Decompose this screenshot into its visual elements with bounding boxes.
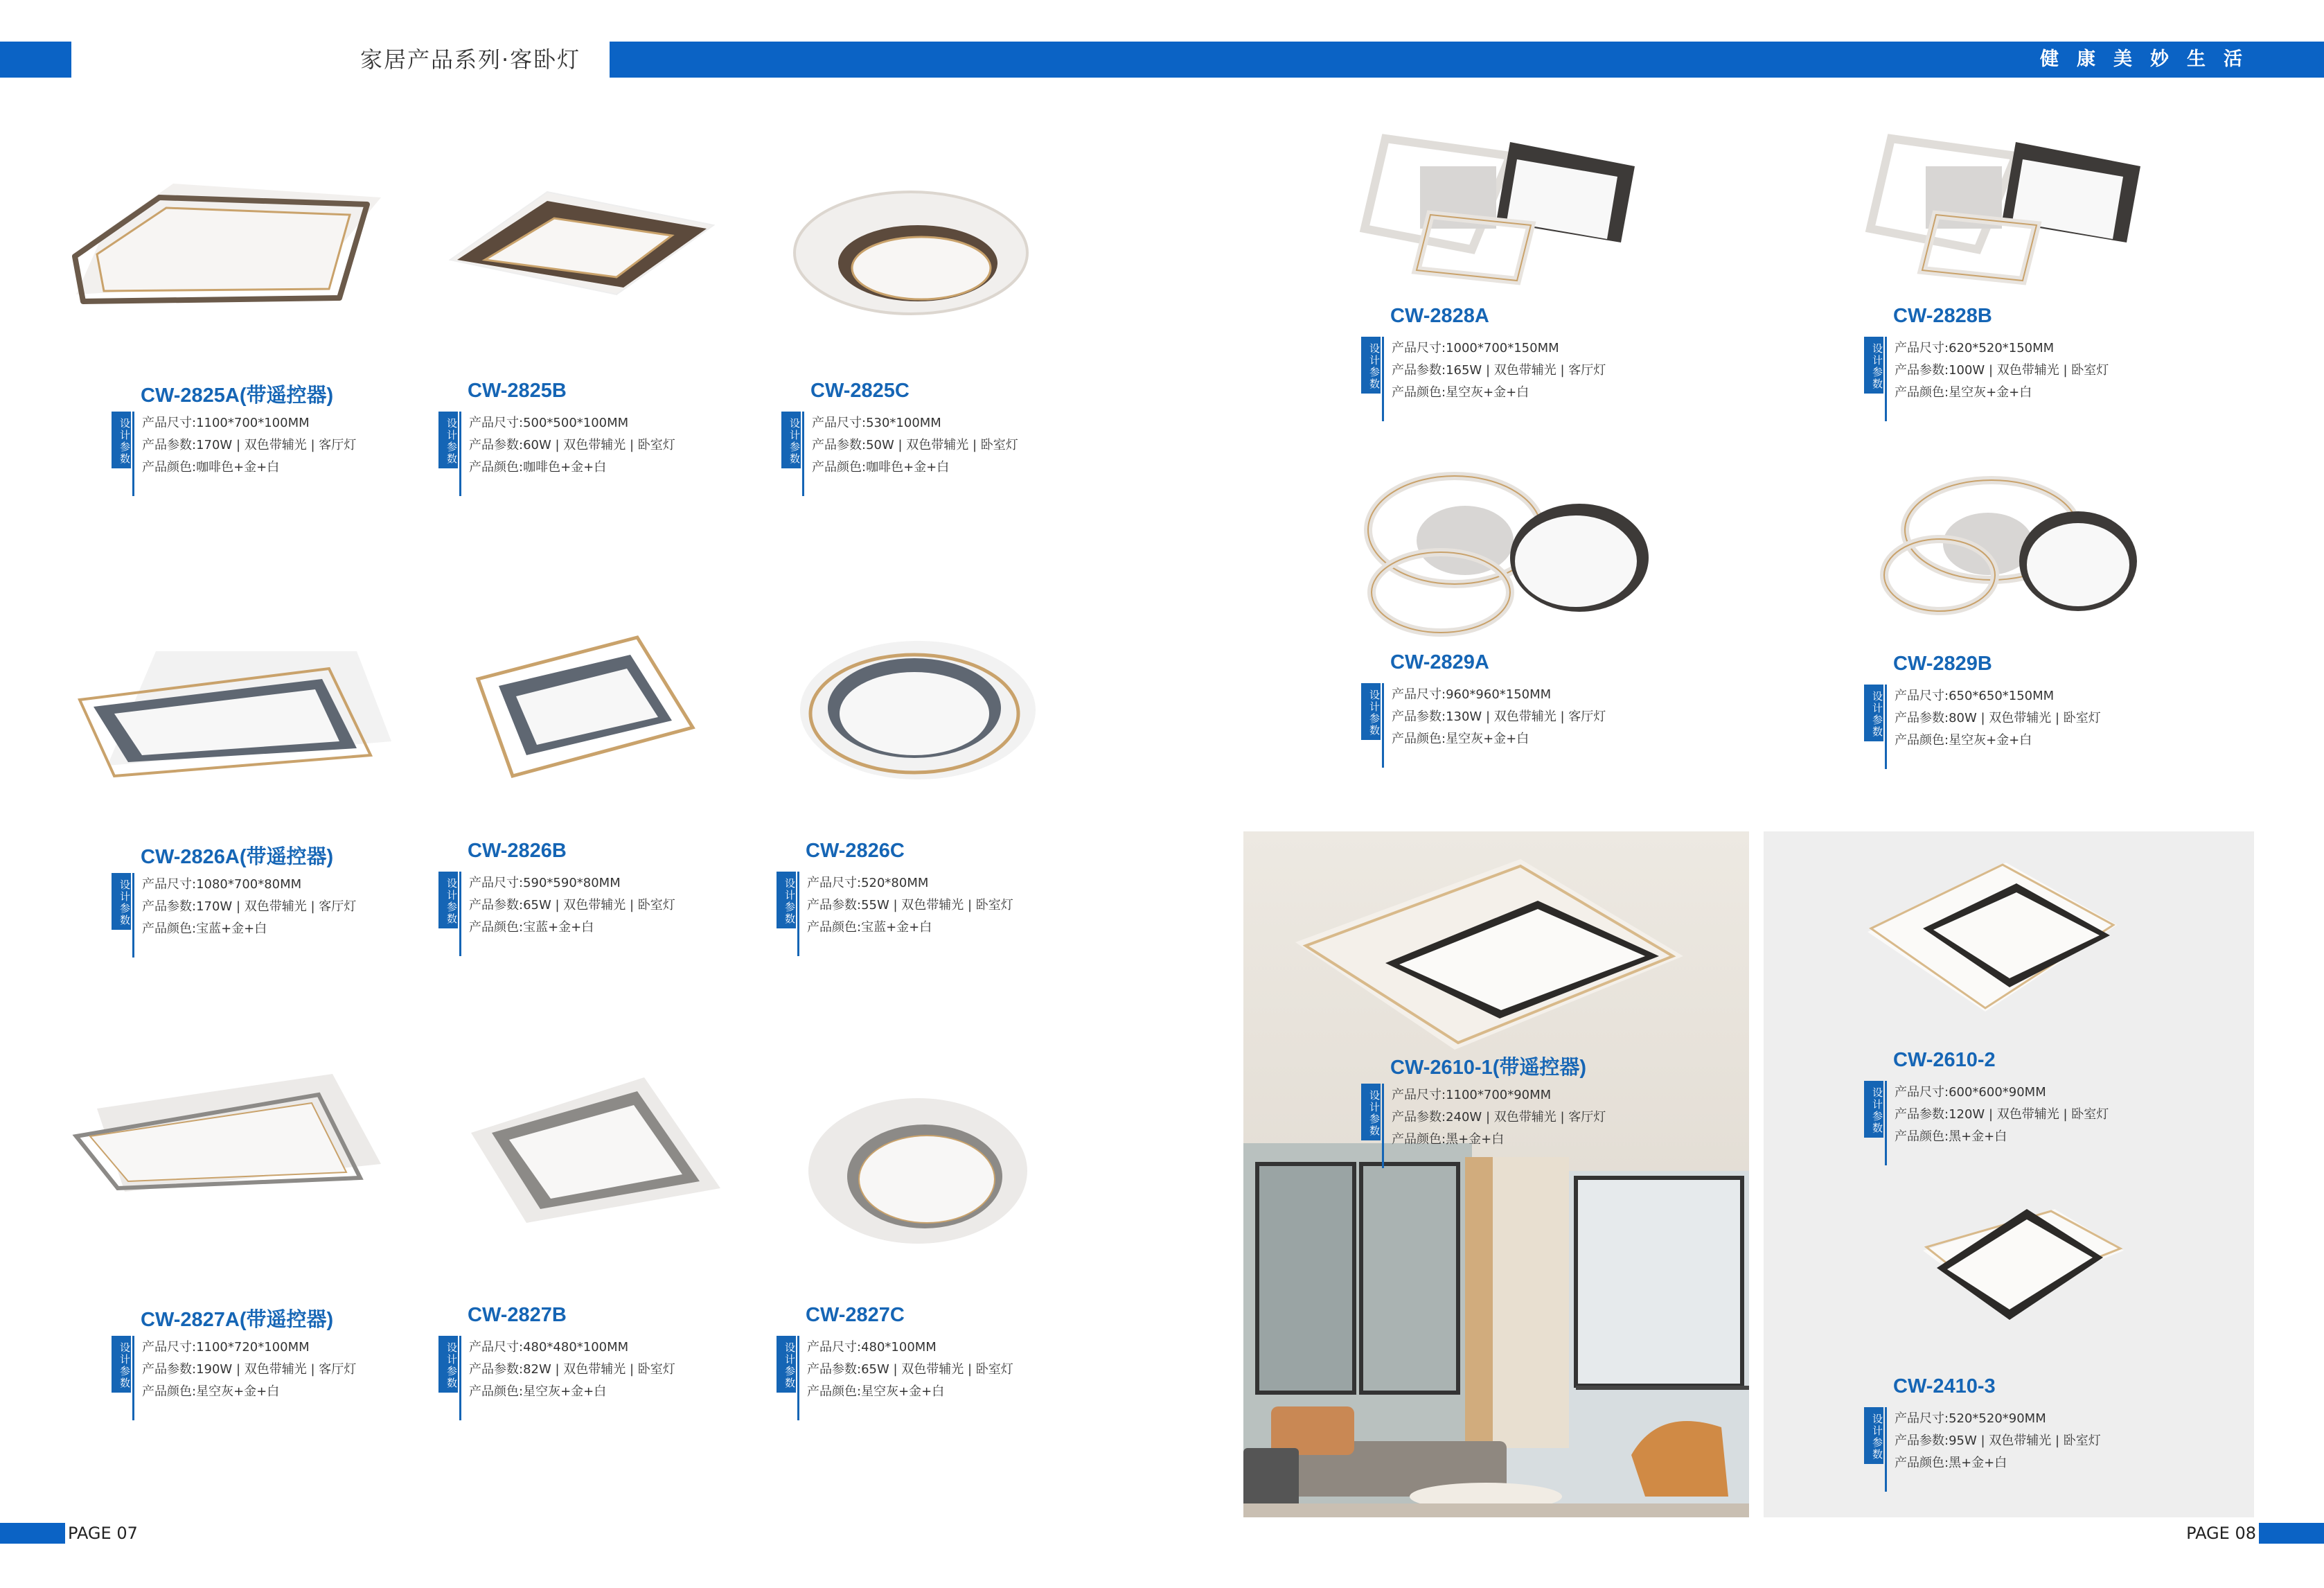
product-param: 产品参数:130W | 双色带辅光 | 客厅灯 <box>1392 709 1606 724</box>
product-model: CW-2828B <box>1893 305 1992 327</box>
spec-divider <box>132 873 134 958</box>
product-model: CW-2829B <box>1893 653 1992 675</box>
product-cw-2825a <box>118 380 445 497</box>
product-cw-2826b <box>445 840 772 958</box>
product-param: 产品参数:170W | 双色带辅光 | 客厅灯 <box>142 438 357 452</box>
product-color: 产品颜色:星空灰+金+白 <box>1392 732 1529 746</box>
product-color: 产品颜色:咖啡色+金+白 <box>469 460 607 475</box>
product-param: 产品参数:65W | 双色带辅光 | 卧室灯 <box>807 1362 1013 1377</box>
spec-tag: 设计参数 <box>438 412 458 468</box>
spec-divider <box>1382 337 1384 421</box>
product-model: CW-2827C <box>806 1304 905 1326</box>
product-size: 产品尺寸:650*650*150MM <box>1895 689 2055 703</box>
spec-tag: 设计参数 <box>112 873 131 930</box>
product-size: 产品尺寸:1100*720*100MM <box>142 1340 310 1355</box>
spec-tag: 设计参数 <box>1361 1084 1381 1140</box>
product-model: CW-2825C <box>810 380 910 402</box>
spec-divider <box>459 872 461 956</box>
spec-divider <box>1885 1407 1887 1492</box>
product-size: 产品尺寸:620*520*150MM <box>1895 341 2055 355</box>
spec-tag: 设计参数 <box>1864 685 1883 741</box>
product-model: CW-2826C <box>806 840 905 862</box>
spec-tag: 设计参数 <box>112 1336 131 1393</box>
spec-tag: 设计参数 <box>112 412 131 468</box>
product-cw-2827b <box>445 1304 772 1422</box>
slogan: 健康美妙生活 <box>2040 48 2260 70</box>
product-size: 产品尺寸:520*80MM <box>807 876 929 890</box>
spec-tag: 设计参数 <box>1361 683 1381 740</box>
product-param: 产品参数:165W | 双色带辅光 | 客厅灯 <box>1392 363 1606 378</box>
product-color: 产品颜色:星空灰+金+白 <box>469 1384 607 1399</box>
product-color: 产品颜色:宝蓝+金+白 <box>807 920 932 935</box>
spec-tag: 设计参数 <box>438 872 458 928</box>
spec-divider <box>1382 683 1384 768</box>
page-number-right: PAGE 08 <box>2186 1524 2256 1543</box>
spec-divider <box>1382 1084 1384 1168</box>
product-cw-2829b <box>1871 653 2198 770</box>
product-param: 产品参数:100W | 双色带辅光 | 卧室灯 <box>1895 363 2109 378</box>
product-color: 产品颜色:星空灰+金+白 <box>1895 385 2032 400</box>
spec-tag: 设计参数 <box>777 1336 796 1393</box>
spec-divider <box>797 1336 799 1420</box>
header-accent-block <box>0 42 71 78</box>
living-room-photo <box>1243 831 1749 1517</box>
product-size: 产品尺寸:530*100MM <box>812 416 941 430</box>
product-cw-2825b <box>445 380 772 497</box>
product-size: 产品尺寸:500*500*100MM <box>469 416 629 430</box>
product-color: 产品颜色:黑+金+白 <box>1895 1456 2007 1470</box>
product-model: CW-2826A(带遥控器) <box>141 846 334 868</box>
spec-tag: 设计参数 <box>1361 337 1381 394</box>
product-param: 产品参数:50W | 双色带辅光 | 卧室灯 <box>812 438 1018 452</box>
lamp-image-cw-2828b <box>1863 132 2147 291</box>
product-model: CW-2827A(带遥控器) <box>141 1309 334 1331</box>
spec-divider <box>459 412 461 496</box>
product-model: CW-2828A <box>1390 305 1489 327</box>
product-param: 产品参数:55W | 双色带辅光 | 卧室灯 <box>807 898 1013 912</box>
spec-tag: 设计参数 <box>1864 1081 1883 1138</box>
product-model: CW-2610-1(带遥控器) <box>1390 1057 1587 1079</box>
product-size: 产品尺寸:520*520*90MM <box>1895 1411 2046 1426</box>
product-cw-2828b <box>1871 305 2198 423</box>
product-model: CW-2829A <box>1390 651 1489 673</box>
page-number-left: PAGE 07 <box>68 1524 138 1543</box>
spec-divider <box>132 1336 134 1420</box>
lamp-image-cw-2829b <box>1870 475 2140 627</box>
product-color: 产品颜色:星空灰+金+白 <box>142 1384 280 1399</box>
lamp-image-cw-2825b <box>443 184 720 301</box>
product-size: 产品尺寸:1100*700*100MM <box>142 416 310 430</box>
spec-tag: 设计参数 <box>1864 337 1883 394</box>
product-param: 产品参数:65W | 双色带辅光 | 卧室灯 <box>469 898 675 912</box>
lamp-image-cw-2826b <box>457 630 707 783</box>
product-color: 产品颜色:黑+金+白 <box>1392 1132 1505 1147</box>
spec-divider <box>1885 1081 1887 1165</box>
product-cw-2828a <box>1368 305 1695 423</box>
product-size: 产品尺寸:1000*700*150MM <box>1392 341 1559 355</box>
footer-accent-left <box>0 1523 65 1544</box>
product-cw-2610-2 <box>1871 1049 2198 1167</box>
product-model: CW-2827B <box>468 1304 567 1326</box>
footer-accent-right <box>2259 1523 2324 1544</box>
product-cw-2610-1 <box>1368 1052 1695 1170</box>
product-param: 产品参数:120W | 双色带辅光 | 卧室灯 <box>1895 1107 2109 1122</box>
product-color: 产品颜色:星空灰+金+白 <box>807 1384 945 1399</box>
spec-divider <box>459 1336 461 1420</box>
product-model: CW-2826B <box>468 840 567 862</box>
product-color: 产品颜色:宝蓝+金+白 <box>469 920 594 935</box>
product-param: 产品参数:190W | 双色带辅光 | 客厅灯 <box>142 1362 357 1377</box>
product-cw-2827c <box>783 1304 1110 1422</box>
spec-divider <box>797 872 799 956</box>
spec-divider <box>132 412 134 496</box>
product-model: CW-2610-2 <box>1893 1049 1996 1071</box>
product-cw-2829a <box>1368 651 1695 769</box>
lamp-image-cw-2826c <box>790 630 1039 790</box>
product-param: 产品参数:170W | 双色带辅光 | 客厅灯 <box>142 899 357 914</box>
product-size: 产品尺寸:480*100MM <box>807 1340 937 1355</box>
spec-tag: 设计参数 <box>438 1336 458 1393</box>
product-color: 产品颜色:星空灰+金+白 <box>1895 733 2032 748</box>
product-color: 产品颜色:星空灰+金+白 <box>1392 385 1529 400</box>
spec-tag: 设计参数 <box>777 872 796 928</box>
product-cw-2410-3 <box>1871 1375 2198 1493</box>
product-size: 产品尺寸:600*600*90MM <box>1895 1085 2046 1100</box>
lamp-image-cw-2826a <box>66 637 391 783</box>
product-size: 产品尺寸:590*590*80MM <box>469 876 621 890</box>
product-size: 产品尺寸:1080*700*80MM <box>142 877 302 892</box>
lamp-image-cw-2825a <box>62 177 388 308</box>
lamp-image-cw-2825c <box>790 177 1032 315</box>
product-param: 产品参数:240W | 双色带辅光 | 客厅灯 <box>1392 1110 1606 1124</box>
product-model: CW-2825A(带遥控器) <box>141 385 334 407</box>
product-model: CW-2825B <box>468 380 567 402</box>
product-param: 产品参数:80W | 双色带辅光 | 卧室灯 <box>1895 711 2101 725</box>
product-color: 产品颜色:宝蓝+金+白 <box>142 921 267 936</box>
product-cw-2826c <box>783 840 1110 958</box>
lamp-image-cw-2827a <box>69 1060 388 1199</box>
product-param: 产品参数:82W | 双色带辅光 | 卧室灯 <box>469 1362 675 1377</box>
spec-tag: 设计参数 <box>781 412 801 468</box>
lamp-image-cw-2827c <box>804 1095 1032 1247</box>
product-size: 产品尺寸:960*960*150MM <box>1392 687 1552 702</box>
product-cw-2827a <box>118 1304 445 1422</box>
lamp-image-cw-2827b <box>464 1070 727 1230</box>
lamp-image-cw-2829a <box>1358 471 1656 637</box>
product-color: 产品颜色:咖啡色+金+白 <box>812 460 950 475</box>
series-title: 家居产品系列·客卧灯 <box>360 46 581 73</box>
lamp-image-cw-2828a <box>1358 132 1642 291</box>
product-color: 产品颜色:咖啡色+金+白 <box>142 460 280 475</box>
product-cw-2826a <box>118 841 445 959</box>
spec-divider <box>1885 685 1887 769</box>
spec-divider <box>802 412 804 496</box>
product-param: 产品参数:60W | 双色带辅光 | 卧室灯 <box>469 438 675 452</box>
product-color: 产品颜色:黑+金+白 <box>1895 1129 2007 1144</box>
product-model: CW-2410-3 <box>1893 1375 1996 1397</box>
spec-divider <box>1885 337 1887 421</box>
product-size: 产品尺寸:1100*700*90MM <box>1392 1088 1552 1102</box>
product-param: 产品参数:95W | 双色带辅光 | 卧室灯 <box>1895 1433 2101 1448</box>
product-cw-2825c <box>788 380 1115 497</box>
product-size: 产品尺寸:480*480*100MM <box>469 1340 629 1355</box>
spec-tag: 设计参数 <box>1864 1407 1883 1464</box>
